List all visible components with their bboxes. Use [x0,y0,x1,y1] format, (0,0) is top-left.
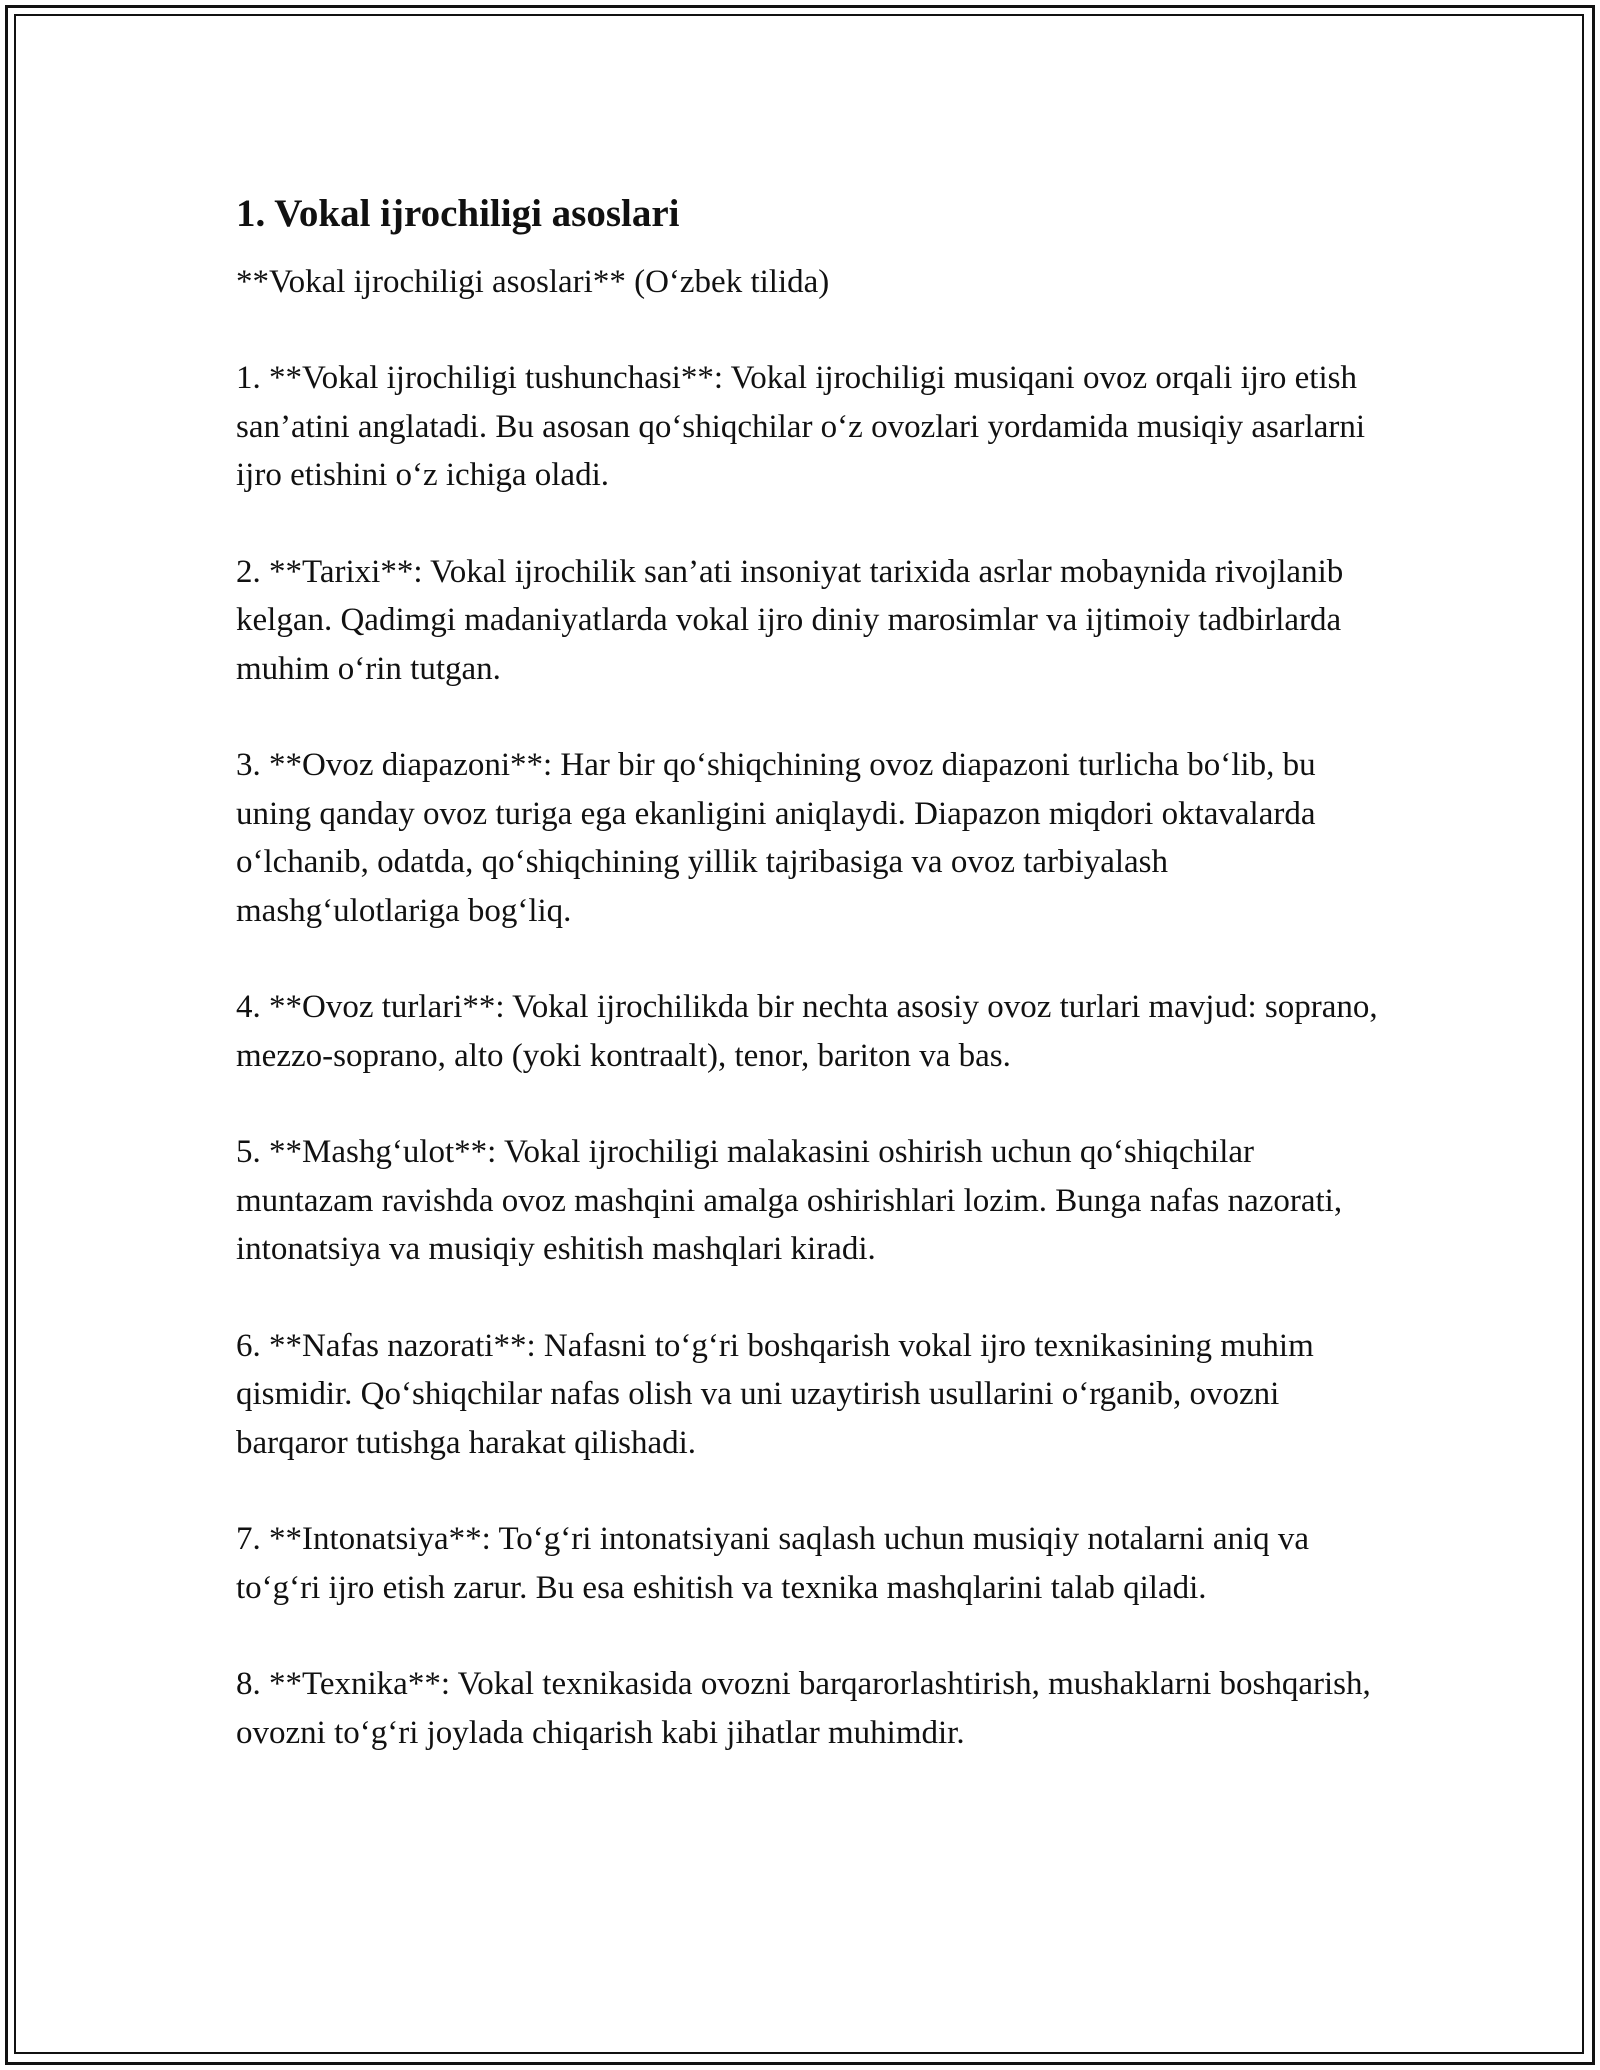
document-title: 1. Vokal ijrochiligi asoslari [236,192,680,235]
list-item: 5. **Mashg‘ulot**: Vokal ijrochiligi malakasini oshirish uchun qo‘shiqchilar muntazam ravishda ovoz mashqini amalga oshirishlari lozim. Bunga nafas nazorati, intonatsiya va musiqiy eshitish mashqlari kiradi. [236,1134,1343,1267]
list-item: 1. **Vokal ijrochiligi tushunchasi**: Vokal ijrochiligi musiqani ovoz orqali ijro etish san’atini anglatadi. Bu asosan qo‘shiqchilar o‘z ovozlari yordamida musiqiy asarlarni ijro etishini o‘z ichiga oladi. [236,360,1366,493]
list-item: 7. **Intonatsiya**: To‘g‘ri intonatsiyani saqlash uchun musiqiy notalarni aniq va to‘g‘ri ijro etish zarur. Bu esa eshitish va texnika mashqlarini talab qiladi. [236,1521,1310,1606]
list-item: 3. **Ovoz diapazoni**: Har bir qo‘shiqchining ovoz diapazoni turlicha bo‘lib, bu uning qanday ovoz turiga ega ekanligini aniqlaydi. Diapazon miqdori oktavalarda o‘lchanib, odatda, qo‘shiqchining yillik tajribasiga va ovoz tarbiyalash mashg‘ulotlariga bog‘liq. [236,747,1316,929]
list-item: 6. **Nafas nazorati**: Nafasni to‘g‘ri boshqarish vokal ijro texnikasining muhim qismidir. Qo‘shiqchilar nafas olish va uni uzaytirish usullarini o‘rganib, ovozni barqaror tutishga harakat qilishadi. [236,1327,1314,1461]
document-intro: **Vokal ijrochiligi asoslari** (O‘zbek tilida) [236,264,830,300]
document-body [236,188,1386,1805]
list-item: 8. **Texnika**: Vokal texnikasida ovozni barqarorlashtirish, mushaklarni boshqarish, ovozni to‘g‘ri joylada chiqarish kabi jihatlar muhimdir. [236,1666,1371,1751]
list-item: 4. **Ovoz turlari**: Vokal ijrochilikda bir nechta asosiy ovoz turlari mavjud: soprano, mezzo-soprano, alto (yoki kontraalt), tenor, bariton va bas. [236,989,1378,1074]
list-item: 2. **Tarixi**: Vokal ijrochilik san’ati insoniyat tarixida asrlar mobaynida rivojlanib kelgan. Qadimgi madaniyatlarda vokal ijro diniy marosimlar va ijtimoiy tadbirlarda muhim o‘rin tutgan. [236,553,1344,687]
